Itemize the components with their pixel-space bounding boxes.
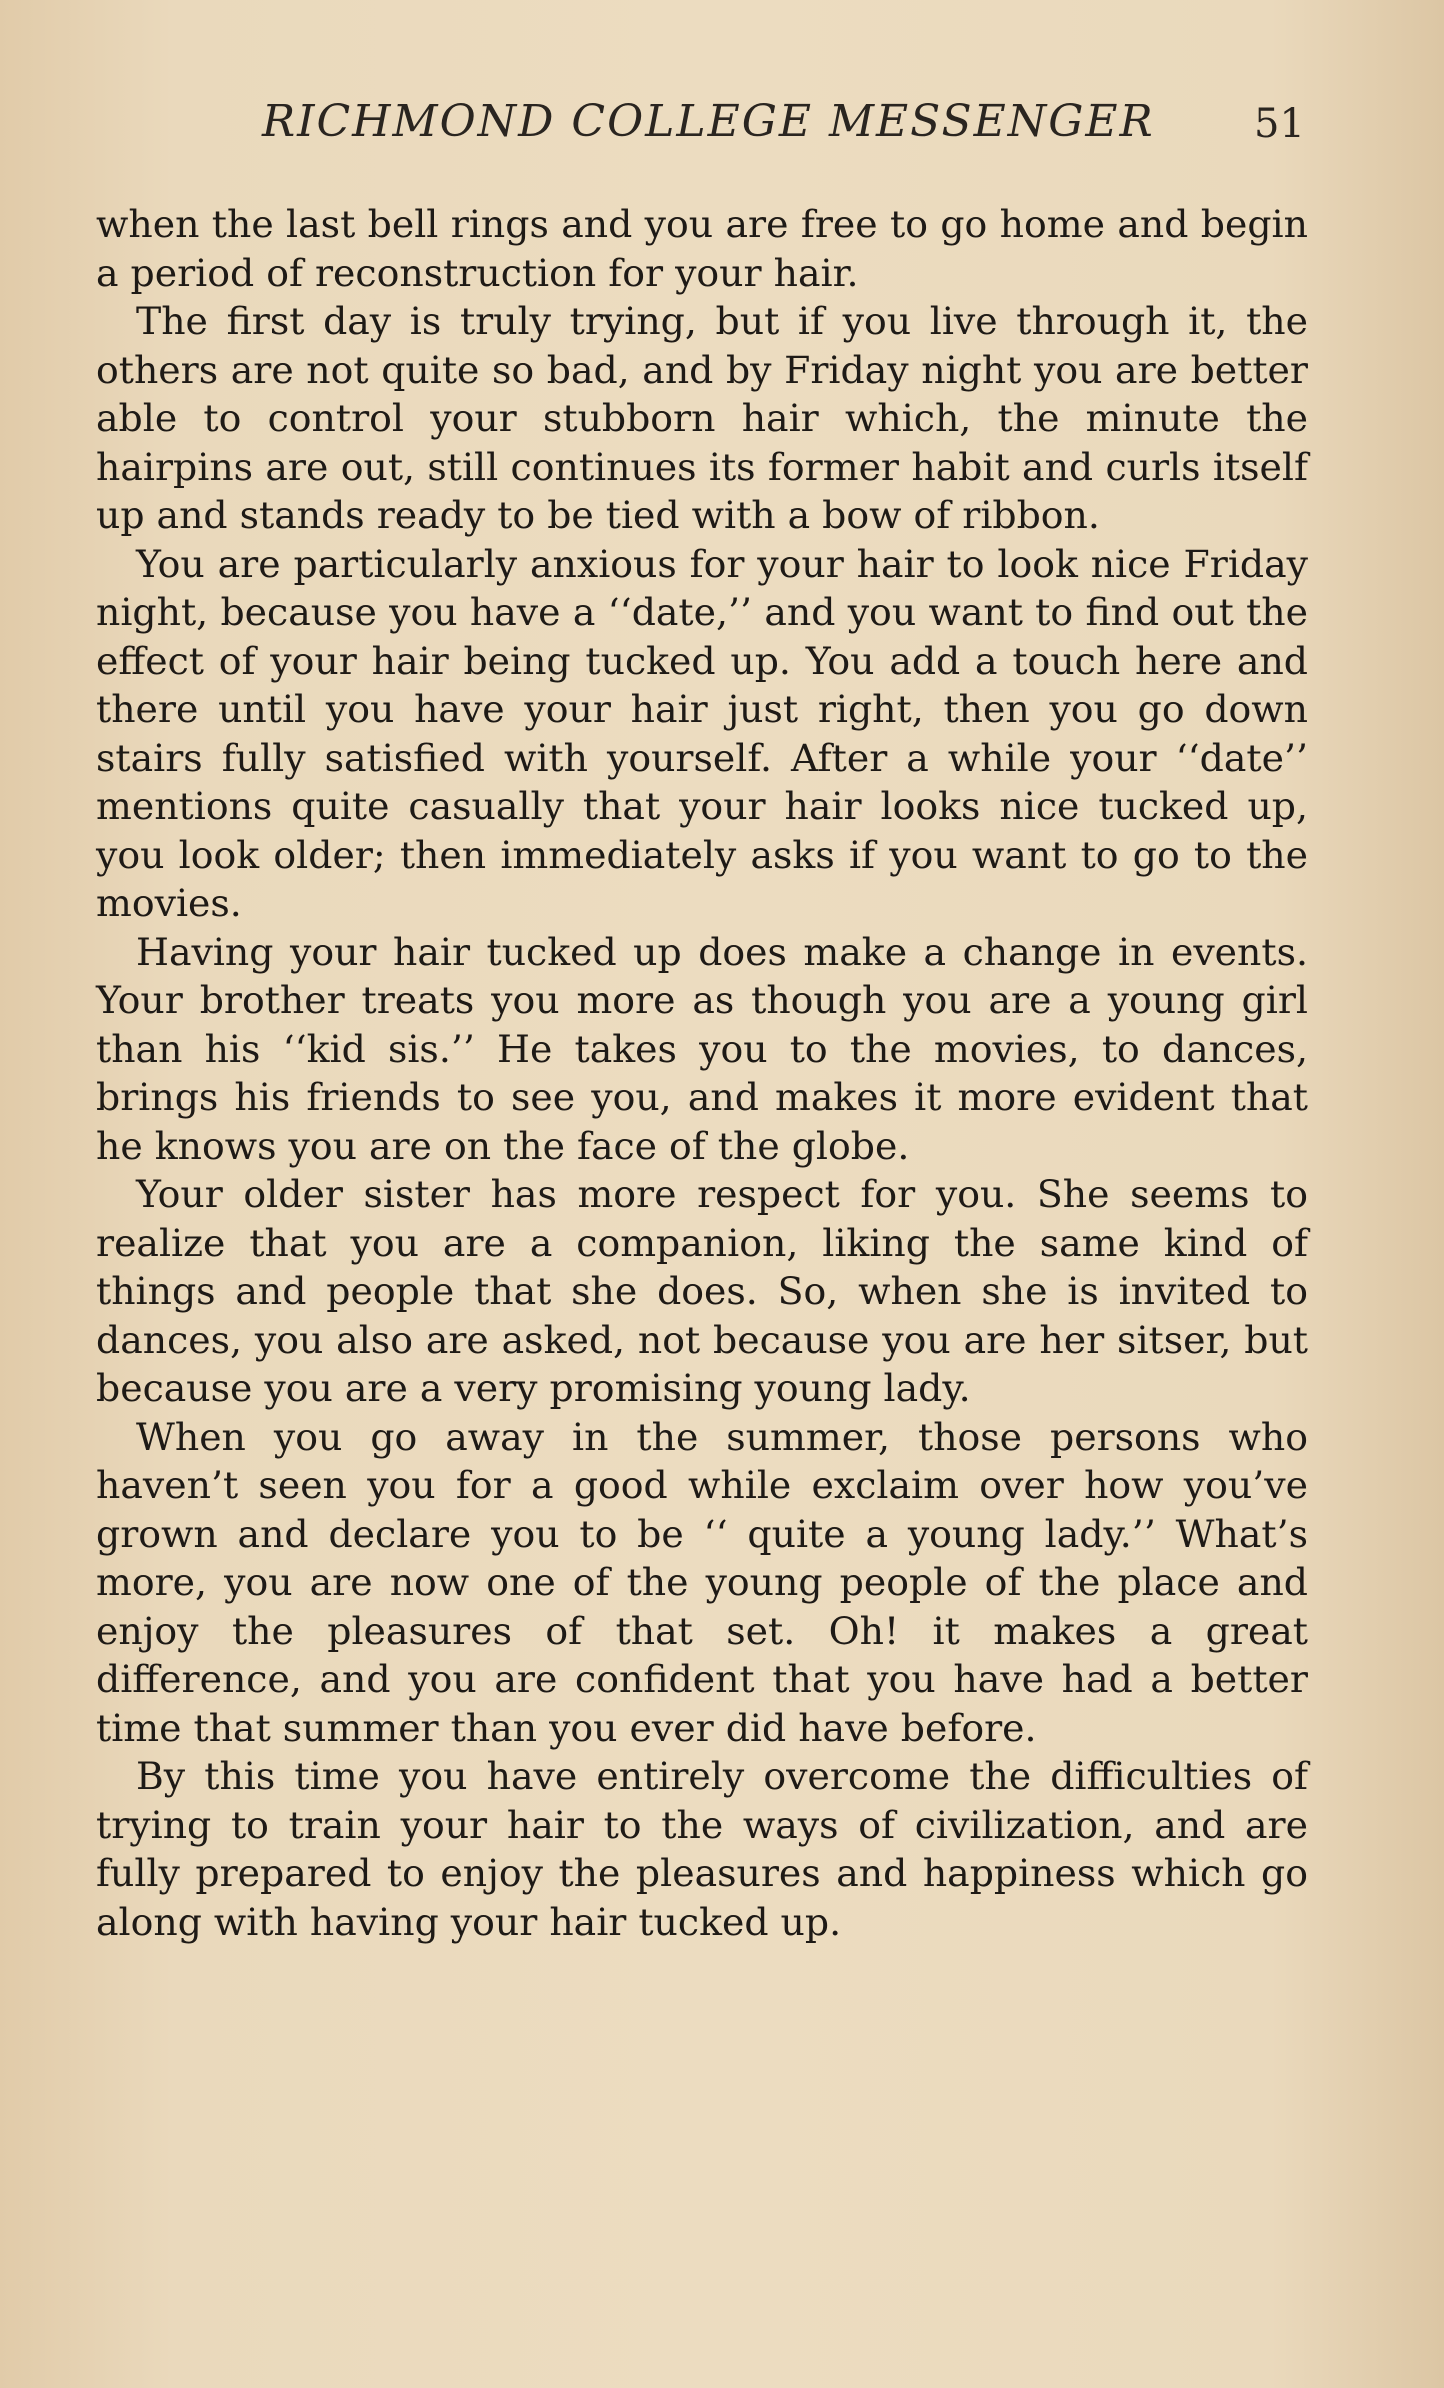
article-body xyxy=(96,200,1308,1946)
paragraph: You are particularly anxious for your hair to look nice Friday night, because you have a ‘‘date,’’ and you want to find out the effect of your hair being tucked up. You add a touch here and there until you have your hair just right, then you go down stairs fully satisfied with yourself. After a while your ‘‘date’’ mentions quite casually that your hair looks nice tucked up, you look older; then immediately asks if you want to go to the movies. xyxy=(96,541,1308,925)
paragraph: Your older sister has more respect for you. She seems to realize that you are a companion, liking the same kind of things and people that she does. So, when she is invited to dances, you also are asked, not because you are her sitser, but because you are a very promising young lady. xyxy=(96,1172,1308,1410)
running-title: RICHMOND COLLEGE MESSENGER xyxy=(262,96,1155,147)
paragraph: The first day is truly trying, but if you live through it, the others are not quite so bad, and by Friday night you are better able to control your stubborn hair which, the minute the hairpins are out, still continues its former habit and curls itself up and stands ready to be tied with a bow of ribbon. xyxy=(96,299,1308,537)
paragraph: Having your hair tucked up does make a change in events. Your brother treats you more as though you are a young girl than his ‘‘kid sis.’’ He takes you to the movies, to dances, brings his friends to see you, and makes it more evident that he knows you are on the face of the globe. xyxy=(96,929,1308,1168)
page-number: 51 xyxy=(1254,101,1305,147)
paragraph: By this time you have entirely overcome the difficulties of trying to train your hair to the ways of civilization, and are fully prepared to enjoy the pleasures and happiness which go along with having your hair tucked up. xyxy=(96,1754,1308,1944)
paragraph: When you go away in the summer, those persons who haven’t seen you for a good while exclaim over how you’ve grown and declare you to be ‘‘ quite a young lady.’’ What’s more, you are now one of the young people of the place and enjoy the pleasures of that set. Oh! it makes a great difference, and you are confident that you have had a better time that summer than you ever did have before. xyxy=(96,1414,1308,1750)
paragraph: when the last bell rings and you are free to go home and begin a period of reconstruction for your hair. xyxy=(96,202,1308,295)
